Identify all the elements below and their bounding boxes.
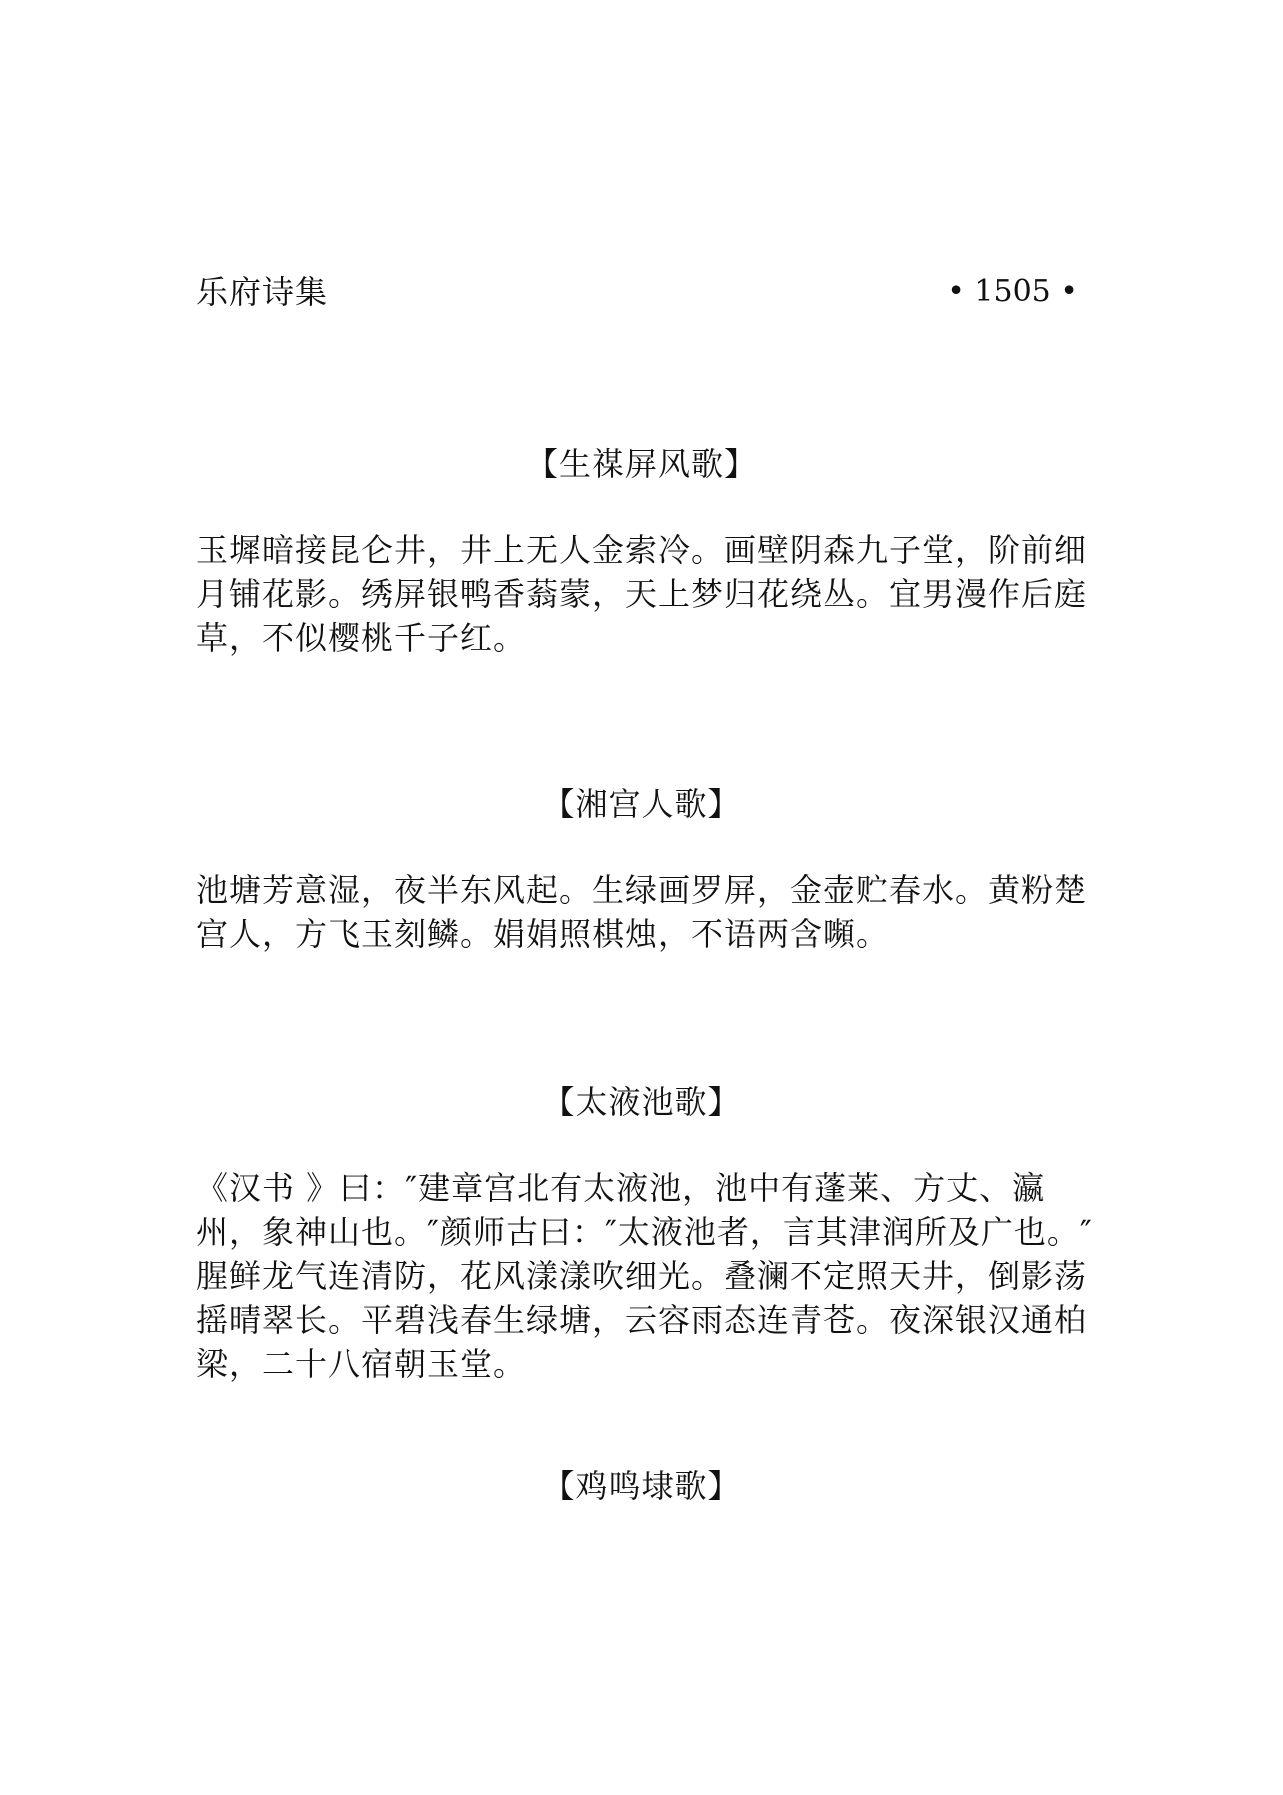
poem-title: 【鸡鸣埭歌】 — [542, 1467, 741, 1505]
poem-title: 【湘宫人歌】 — [542, 785, 741, 823]
poem-title: 【生禖屏风歌】 — [525, 445, 757, 483]
poem-body — [196, 1166, 1096, 1386]
poem-text: 玉墀暗接昆仑井，井上无人金索冷。画壁阴森九子堂，阶前细月铺花影。绣屏银鸭香蓊蒙，天上梦归花绕丛。宜男漫作后庭草，不似樱桃千子红。 — [196, 531, 1088, 657]
poem-title: 【太液池歌】 — [542, 1083, 741, 1121]
poem-text: 腥鲜龙气连清防，花风漾漾吹细光。叠澜不定照天井，倒影荡摇晴翠长。平碧浅春生绿塘，云容雨态连青苍。夜深银汉通柏梁，二十八宿朝玉堂。 — [196, 1257, 1088, 1383]
poem-preface-note: 《汉书 》曰：″建章宫北有太液池，池中有蓬莱、方丈、瀛州，象神山也。″颜师古曰：″太液池者，言其津润所及广也。″ — [196, 1169, 1093, 1251]
poem-body — [196, 528, 1096, 660]
poem-text: 池塘芳意湿，夜半东风起。生绿画罗屏，金壶贮春水。黄粉楚宫人，方飞玉刻鳞。娟娟照棋烛，不语两含嚬。 — [196, 871, 1088, 953]
running-header-book-title: 乐府诗集 — [196, 273, 329, 311]
page-number: • 1505 • — [947, 274, 1078, 309]
poem-body — [196, 868, 1096, 956]
